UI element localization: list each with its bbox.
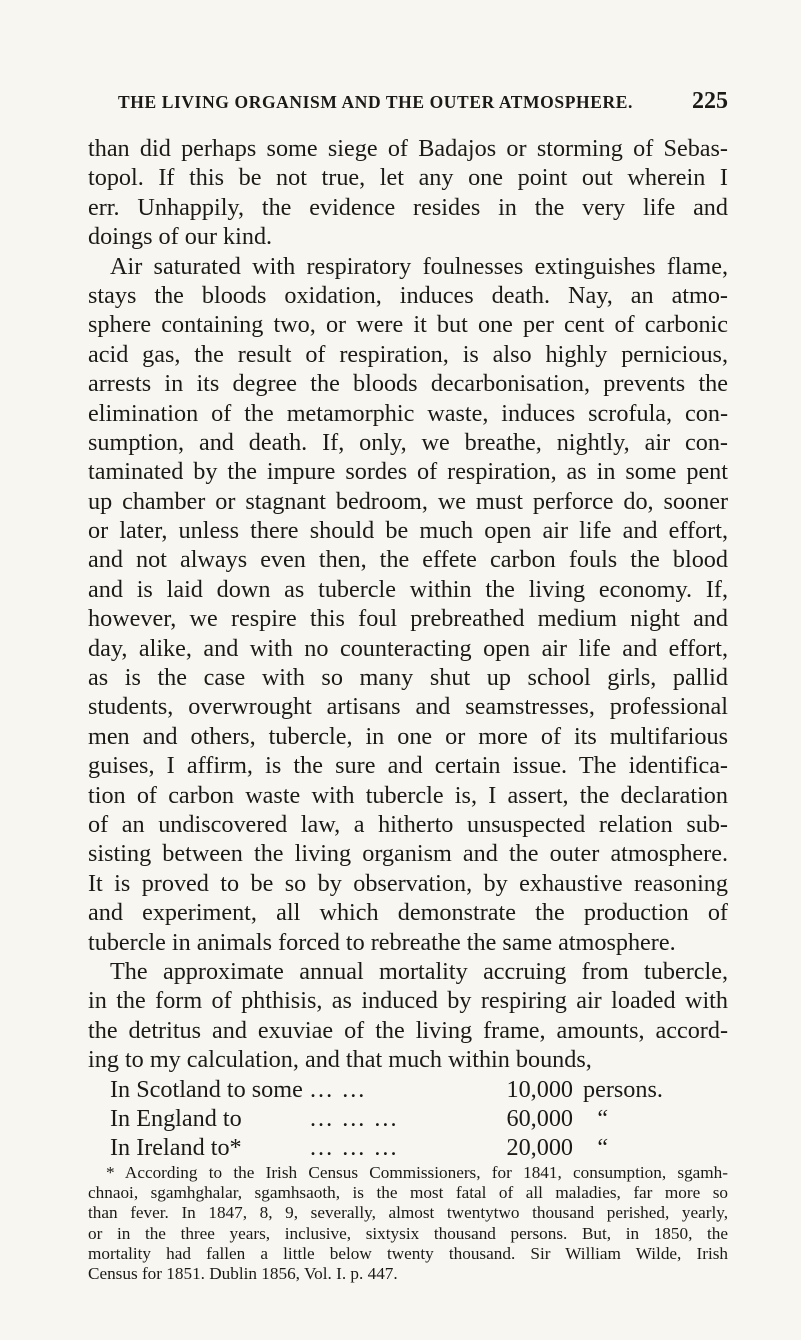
table-number: 60,000 xyxy=(506,1104,573,1132)
text-line: acid gas, the result of respiration, is also highly pernicious, xyxy=(88,340,728,368)
text-line: tion of carbon waste with tubercle is, I assert, the declaration xyxy=(88,781,728,809)
text-line: men and others, tubercle, in one or more of its multifarious xyxy=(88,722,728,750)
table-row xyxy=(88,1075,728,1104)
text-line: guises, I affirm, is the sure and certain issue. The identifica- xyxy=(88,752,728,780)
text-line: stays the bloods oxidation, induces death. Nay, an atmo- xyxy=(88,281,728,309)
table-place: In England to xyxy=(110,1104,242,1132)
text-line: sisting between the living organism and the outer atmosphere. xyxy=(88,840,728,868)
footnote-line: chnaoi, sgamhghalar, sgamhsaoth, is the most fatal of all maladies, far more so xyxy=(88,1183,728,1203)
text-line: ing to my calculation, and that much within bounds, xyxy=(88,1046,592,1074)
mortality-table xyxy=(88,1075,728,1163)
text-line: or later, unless there should be much open air life and effort, xyxy=(88,517,728,545)
table-row xyxy=(88,1104,728,1133)
body-text xyxy=(88,134,728,1163)
text-line: of an undiscovered law, a hitherto unsuspected relation sub- xyxy=(88,810,728,838)
footnote-line: * According to the Irish Census Commissioners, for 1841, consumption, sgamh- xyxy=(106,1163,728,1182)
running-head xyxy=(118,88,728,118)
text-line: doings of our kind. xyxy=(88,223,273,251)
text-line: err. Unhappily, the evidence resides in the very life and xyxy=(88,193,728,221)
page-number: 225 xyxy=(692,88,728,114)
text-line: and not always even then, the effete carbon fouls the blood xyxy=(88,546,728,574)
table-unit: “ xyxy=(595,1134,609,1162)
table-number: 10,000 xyxy=(506,1075,573,1103)
text-line: topol. If this be not true, let any one point out wherein I xyxy=(88,164,728,192)
table-dots: ... ... ... xyxy=(310,1104,399,1132)
table-dots: ... ... ... xyxy=(310,1134,399,1162)
footnote-line: than fever. In 1847, 8, 9, severally, almost twentytwo thousand perished, yearly, xyxy=(88,1203,728,1223)
table-place: In Ireland to* xyxy=(110,1134,242,1162)
footnote-line: Census for 1851. Dublin 1856, Vol. I. p. 447. xyxy=(88,1264,398,1284)
footnote-line: mortality had fallen a little below twenty thousand. Sir William Wilde, Irish xyxy=(88,1243,728,1263)
text-line: taminated by the impure sordes of respiration, as in some pent xyxy=(88,458,728,486)
table-number: 20,000 xyxy=(506,1134,573,1162)
text-line: arrests in its degree the bloods decarbonisation, prevents the xyxy=(88,370,728,398)
text-line: Air saturated with respiratory foulnesses extinguishes flame, xyxy=(110,252,728,280)
text-line: sumption, and death. If, only, we breathe, nightly, air con- xyxy=(88,428,728,456)
text-line: in the form of phthisis, as induced by respiring air loaded with xyxy=(88,987,728,1015)
running-title: THE LIVING ORGANISM AND THE OUTER ATMOSPHERE. xyxy=(118,92,633,112)
table-place: In Scotland to some xyxy=(110,1075,303,1103)
text-line: It is proved to be so by observation, by exhaustive reasoning xyxy=(88,869,728,897)
footnote xyxy=(88,1163,728,1284)
text-line: however, we respire this foul prebreathed medium night and xyxy=(88,605,728,633)
text-line: students, overwrought artisans and seamstresses, professional xyxy=(88,693,728,721)
text-line: elimination of the metamorphic waste, induces scrofula, con- xyxy=(88,399,728,427)
table-dots: ... ... xyxy=(310,1075,367,1103)
footnote-line: or in the three years, inclusive, sixtysix thousand persons. But, in 1850, the xyxy=(88,1223,728,1243)
text-line: the detritus and exuviae of the living frame, amounts, accord- xyxy=(88,1016,728,1044)
text-line: day, alike, and with no counteracting open air life and effort, xyxy=(88,634,728,662)
text-line: and is laid down as tubercle within the living economy. If, xyxy=(88,575,728,603)
table-unit: persons. xyxy=(583,1075,663,1103)
text-line: up chamber or stagnant bedroom, we must perforce do, sooner xyxy=(88,487,728,515)
text-line: as is the case with so many shut up school girls, pallid xyxy=(88,664,728,692)
table-unit: “ xyxy=(595,1104,609,1132)
text-line: than did perhaps some siege of Badajos or storming of Sebas- xyxy=(88,135,728,162)
text-line: tubercle in animals forced to rebreathe the same atmosphere. xyxy=(88,928,676,956)
table-row xyxy=(88,1133,728,1162)
text-line: The approximate annual mortality accruing from tubercle, xyxy=(110,957,728,985)
text-line: sphere containing two, or were it but one per cent of carbonic xyxy=(88,311,728,339)
text-line: and experiment, all which demonstrate the production of xyxy=(88,899,728,927)
